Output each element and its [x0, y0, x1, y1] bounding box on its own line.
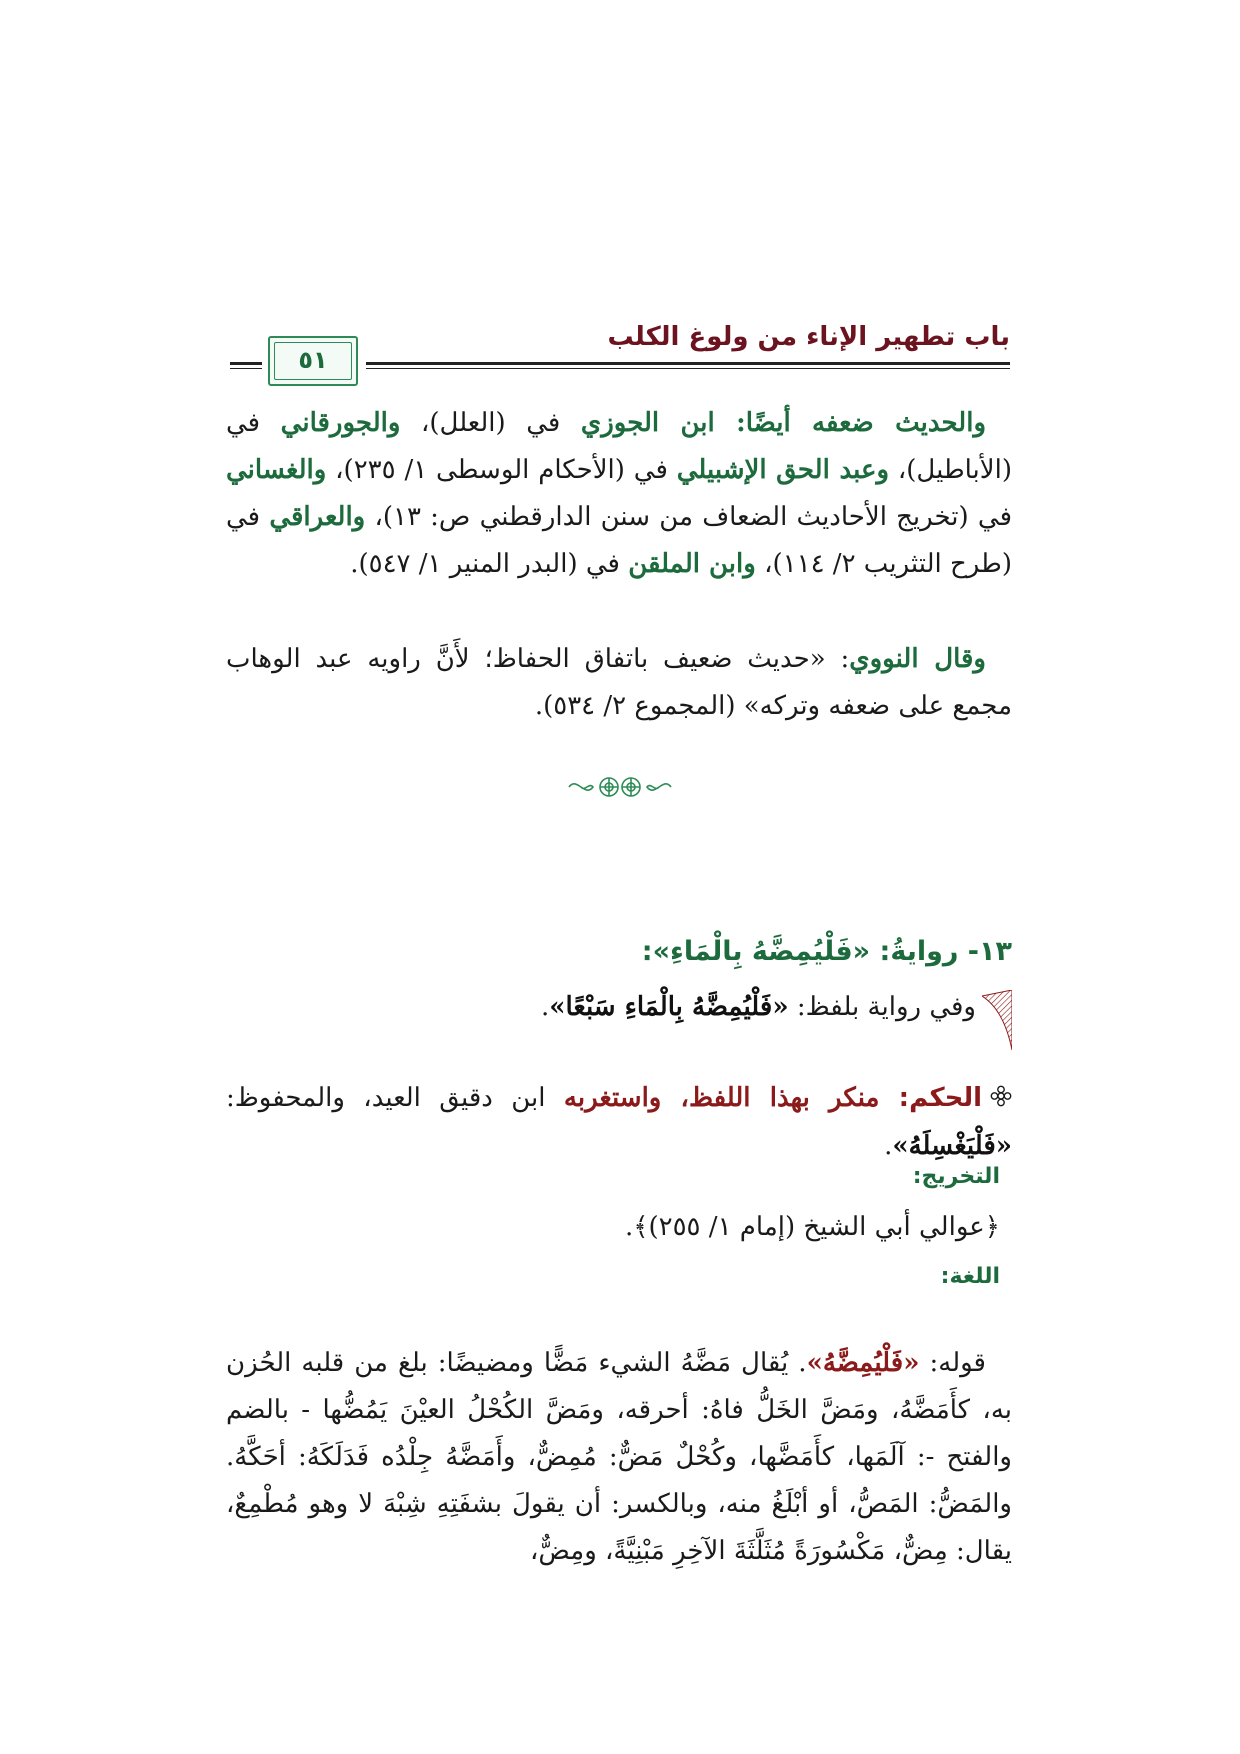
floral-divider-ornament-icon — [0, 770, 1240, 808]
ruling-label: الحكم: — [898, 1083, 982, 1113]
ornamental-frame-icon — [268, 336, 358, 386]
text-span: . — [540, 992, 550, 1022]
text-span: والحديث ضعفه أيضًا: — [714, 408, 986, 438]
running-header — [230, 322, 1010, 382]
header-rule — [366, 362, 1010, 369]
text-span: قوله: — [919, 1348, 986, 1378]
riwaya-line — [541, 992, 976, 1022]
takhrij-heading: التخريج: — [912, 1164, 1000, 1189]
text-span: في (البدر المنير ١/ ٥٤٧). — [350, 549, 629, 579]
lugha-paragraph — [226, 1314, 1012, 1601]
narrator-name: ابن الجوزي — [580, 408, 715, 438]
text-span: في (الأحكام الوسطى ١/ ٢٣٥)، — [326, 455, 677, 485]
chapter-title: باب تطهير الإناء من ولوغ الكلب — [607, 322, 1010, 352]
paragraph-nawawi — [226, 636, 1012, 730]
ruling-verdict: منكر بهذا اللفظ، واستغربه — [563, 1083, 899, 1113]
text-span: في (تخريج الأحاديث الضعاف من سنن الدارقطني ص: ١٣)، — [365, 502, 1012, 532]
hadith-quote: «فَلْيُمِضَّهُ» — [806, 1348, 920, 1378]
ruling-paragraph — [226, 1075, 1012, 1170]
corner-hatch-ornament-icon — [982, 990, 1012, 1050]
narrator-name: وابن الملقن — [628, 549, 756, 579]
text-span: وفي رواية بلفظ: — [788, 992, 976, 1022]
lugha-heading: اللغة: — [940, 1264, 1000, 1289]
text-span: في (طرح التثريب ٢/ ١١٤)، — [226, 502, 1012, 579]
paragraph-weak-narrators — [226, 400, 1012, 588]
narrator-name: والجورقاني — [280, 408, 401, 438]
narrator-name: والغساني — [226, 455, 327, 485]
section-heading: ١٣- روايةُ: «فَلْيُمِضَّهُ بِالْمَاءِ»: — [641, 936, 1012, 967]
text-span: ابن دقيق العيد، والمحفوظ: — [226, 1083, 564, 1113]
page-number: ٥١ — [298, 346, 328, 374]
narrator-name: والعراقي — [269, 502, 366, 532]
text-span: . — [884, 1130, 893, 1161]
text-span: في (الأباطيل)، — [226, 408, 1012, 485]
narrator-name: وقال النووي — [849, 644, 986, 674]
riwaya-box — [226, 990, 1012, 1046]
flower-icon — [990, 1076, 1012, 1123]
header-rule-left — [230, 362, 262, 369]
hadith-quote: «فَلْيُمِضَّهُ بِالْمَاءِ سَبْعًا» — [549, 992, 789, 1022]
text-span: : «حديث ضعيف باتفاق الحفاظ؛ لأَنَّ راويه عبد الوهاب مجمع على ضعفه وتركه» (المجموع ٢/ ٥٣٤). — [226, 644, 1012, 721]
takhrij-text: ﴿عوالي أبي الشيخ (إمام ١/ ٢٥٥)﴾. — [624, 1212, 1000, 1242]
text-span: في (العلل)، — [400, 408, 581, 438]
narrator-name: وعبد الحق الإشبيلي — [676, 455, 890, 485]
text-span: . يُقال مَضَّهُ الشيء مَضًّا ومضيضًا: بلغ من قلبه الحُزن به، كأَمَضَّهُ، ومَضَّ الخَلُّ فاهُ: أحرقه، ومَضَّ الكُحْلُ العيْنَ يَمُضُّها - بالضم والفتح -: آلَمَها، كأَمَضَّها، وكُحْلٌ مَضٌّ: مُمِضٌّ، وأَمَضَّهُ جِلْدُه فَدَلَكَهُ: أحَكَّهُ. والمَضُّ: المَصُّ، أو أبْلَغُ منه، وبالكسر: أن يقولَ بشفَتِهِ شِبْهَ لا وهو مُطْمِعٌ، يقال: مِضٌّ، مَكْسُورَةً مُثَلَّثَةَ الآخِرِ مَبْنِيَّةً، ومِضٌّ، — [226, 1348, 1012, 1566]
hadith-quote: «فَلْيَغْسِلَهُ» — [892, 1130, 1012, 1161]
